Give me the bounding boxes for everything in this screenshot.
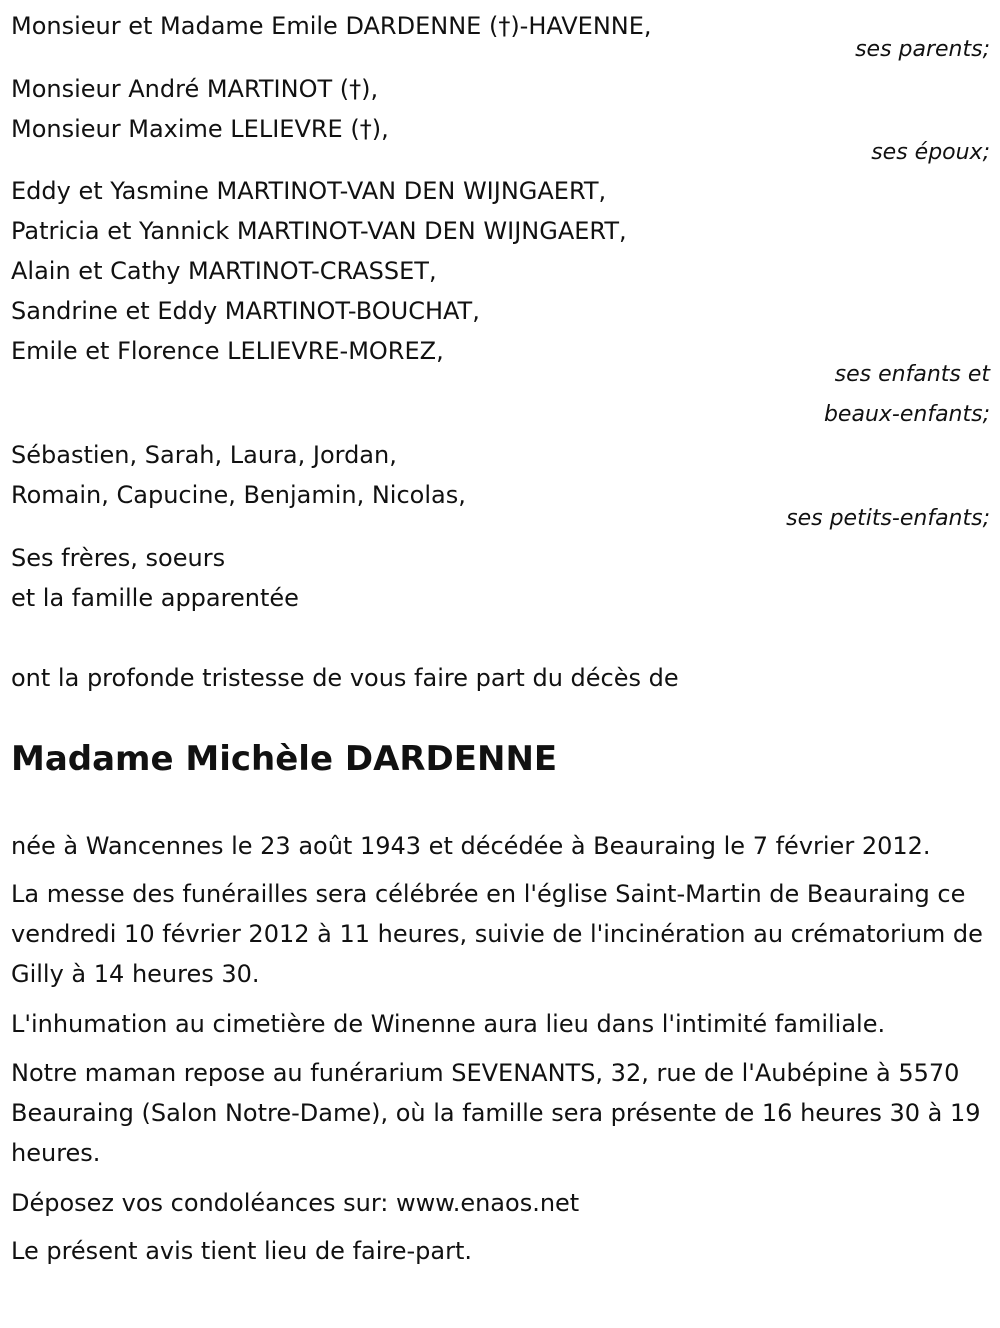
birth-death-paragraph: née à Wancennes le 23 août 1943 et décédée à Beauraing le 7 février 2012.	[11, 832, 931, 860]
notice-paragraph: Le présent avis tient lieu de faire-part.	[11, 1237, 473, 1265]
child-line: Eddy et Yasmine MARTINOT-VAN DEN WIJNGAERT,	[11, 177, 607, 205]
siblings-line: Ses frères, soeurs	[11, 544, 226, 572]
siblings-block	[11, 538, 990, 618]
parents-line: Monsieur et Madame Emile DARDENNE (†)-HAVENNE,	[11, 12, 652, 40]
parents-role: ses parents;	[855, 37, 990, 62]
details-block	[11, 826, 990, 1271]
spouses-block	[11, 69, 990, 173]
grandchildren-block	[11, 435, 990, 539]
child-line: Alain et Cathy MARTINOT-CRASSET,	[11, 257, 437, 285]
grandchildren-role: ses petits-enfants;	[786, 506, 990, 531]
burial-paragraph: L'inhumation au cimetière de Winenne aura lieu dans l'intimité familiale.	[11, 1010, 886, 1038]
deceased-name: Madame Michèle DARDENNE	[11, 739, 558, 779]
funeral-home-paragraph: Notre maman repose au funérarium SEVENANTS, 32, rue de l'Aubépine à 5570 Beauraing (Salon Notre-Dame), où la famille sera présente de 16 heures 30 à 19 heures.	[11, 1059, 981, 1167]
children-role: ses enfants et	[834, 362, 990, 387]
spouses-role: ses époux;	[871, 140, 990, 165]
children-block	[11, 171, 990, 435]
spouse-line: Monsieur Maxime LELIEVRE (†),	[11, 115, 389, 143]
condolences-paragraph: Déposez vos condoléances sur: www.enaos.net	[11, 1189, 580, 1217]
child-line: Sandrine et Eddy MARTINOT-BOUCHAT,	[11, 297, 480, 325]
child-line: Patricia et Yannick MARTINOT-VAN DEN WIJNGAERT,	[11, 217, 627, 245]
child-line: Emile et Florence LELIEVRE-MOREZ,	[11, 337, 444, 365]
children-role: beaux-enfants;	[823, 402, 990, 427]
parents-block	[11, 6, 990, 70]
spouse-line: Monsieur André MARTINOT (†),	[11, 75, 379, 103]
announcement-text: ont la profonde tristesse de vous faire part du décès de	[11, 664, 679, 692]
siblings-line: et la famille apparentée	[11, 584, 299, 612]
funeral-mass-paragraph: La messe des funérailles sera célébrée en l'église Saint-Martin de Beauraing ce vendredi 10 février 2012 à 11 heures, suivie de l'incinération au crématorium de Gilly à 14 heures 30.	[11, 880, 983, 988]
grandchild-line: Sébastien, Sarah, Laura, Jordan,	[11, 441, 397, 469]
grandchild-line: Romain, Capucine, Benjamin, Nicolas,	[11, 481, 466, 509]
